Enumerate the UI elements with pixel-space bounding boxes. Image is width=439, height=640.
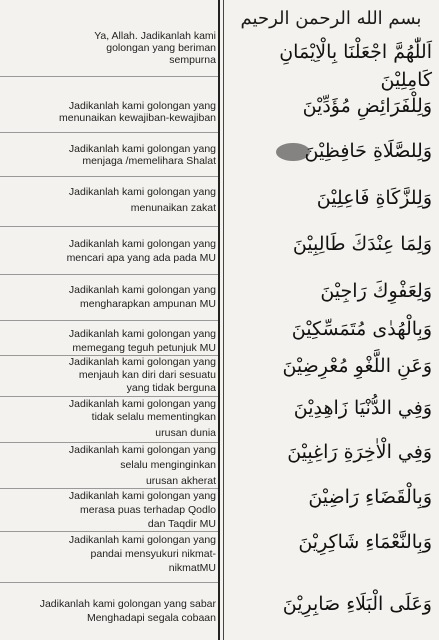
translation-line: nikmatMU [168, 562, 216, 574]
arabic-verse: وَبِالنَّعْمَاءِ شَاكِرِيْنَ [298, 531, 432, 553]
translation-line: merasa puas terhadap Qodlo [79, 504, 216, 516]
arabic-verse: وَبِالْقَضَاءِ رَاضِيْنَ [308, 486, 432, 508]
arabic-verse: وَبِالْهُدٰى مُتَمَسِّكِيْنَ [291, 318, 432, 340]
arabic-verse: وَعَلَى الْبَلَاءِ صَابِرِيْنَ [282, 593, 432, 615]
row-separator [0, 582, 218, 583]
translation-line: Jadikanlah kami golongan yang [68, 444, 216, 456]
translation-line: memegang teguh petunjuk MU [72, 342, 216, 354]
translation-line: menjauh kan diri dari sesuatu [78, 369, 216, 381]
translation-line: sempurna [169, 54, 216, 66]
row-separator [0, 488, 218, 489]
translation-line: Menghadapi segala cobaan [86, 612, 216, 624]
arabic-verse: وَفِي الْاٰخِرَةِ رَاغِبِيْنَ [287, 441, 432, 463]
row-separator [0, 396, 218, 397]
arabic-verse: وَعَنِ اللَّغْوِ مُعْرِضِيْنَ [282, 355, 432, 377]
column-divider [218, 0, 220, 640]
translation-line: menunaikan kewajiban-kewajiban [58, 112, 216, 124]
translation-line: Jadikanlah kami golongan yang [68, 328, 216, 340]
row-separator [0, 132, 218, 133]
row-separator [0, 176, 218, 177]
translation-line: urusan dunia [155, 427, 216, 439]
translation-line: Jadikanlah kami golongan yang [68, 398, 216, 410]
translation-line: menjaga /memelihara Shalat [82, 155, 216, 167]
arabic-verse: اَللّٰهُمَّ اجْعَلْنَا بِالْاِيْمَانِ كَامِلِيْنَ [279, 41, 432, 91]
translation-line: Ya, Allah. Jadikanlah kami [94, 30, 216, 42]
row-separator [0, 320, 218, 321]
translation-line: Jadikanlah kami golongan yang [68, 356, 216, 368]
translation-line: Jadikanlah kami golongan yang [68, 186, 216, 198]
translation-line: mencari apa yang ada pada MU [66, 252, 216, 264]
translation-line: pandai mensyukuri nikmat- [90, 548, 216, 560]
translation-line: tidak selalu mementingkan [91, 411, 216, 423]
row-separator [0, 531, 218, 532]
translation-line: Jadikanlah kami golongan yang sabar [39, 598, 216, 610]
translation-line: Jadikanlah kami golongan yang [68, 100, 216, 112]
arabic-verse: وَلِلْفَرَائِضِ مُؤَدِّيْنَ [302, 95, 432, 117]
translation-line: selalu menginginkan [120, 459, 216, 471]
translation-line: mengharapkan ampunan MU [80, 298, 216, 310]
translation-line: dan Taqdir MU [147, 518, 216, 530]
translation-line: Jadikanlah kami golongan yang [68, 490, 216, 502]
translation-line: menunaikan zakat [130, 202, 216, 214]
row-separator [0, 226, 218, 227]
row-separator [0, 76, 218, 77]
translation-line: yang tidak berguna [126, 382, 216, 394]
row-separator [0, 274, 218, 275]
arabic-verse: وَلِلصَّلَاةِ حَافِظِيْنَ [304, 140, 432, 162]
translation-line: Jadikanlah kami golongan yang [68, 284, 216, 296]
arabic-verse: وَلِلزَّكَاةِ فَاعِلِيْنَ [316, 187, 432, 209]
column-divider-inner [223, 0, 224, 640]
arabic-verse: وَفِي الدُّنْيَا زَاهِدِيْنَ [293, 397, 432, 419]
arabic-verse: وَلِعَفْوِكَ رَاجِيْنَ [320, 280, 432, 302]
row-separator [0, 442, 218, 443]
translation-line: urusan akherat [145, 475, 216, 487]
basmalah-heading: بسم الله الرحمن الرحيم [240, 8, 422, 29]
translation-line: Jadikanlah kami golongan yang [68, 534, 216, 546]
arabic-verse: وَلِمَا عِنْدَكَ طَالِبِيْنَ [292, 233, 432, 255]
translation-line: Jadikanlah kami golongan yang [68, 143, 216, 155]
translation-line: Jadikanlah kami golongan yang [68, 238, 216, 250]
translation-line: golongan yang beriman [106, 42, 216, 54]
